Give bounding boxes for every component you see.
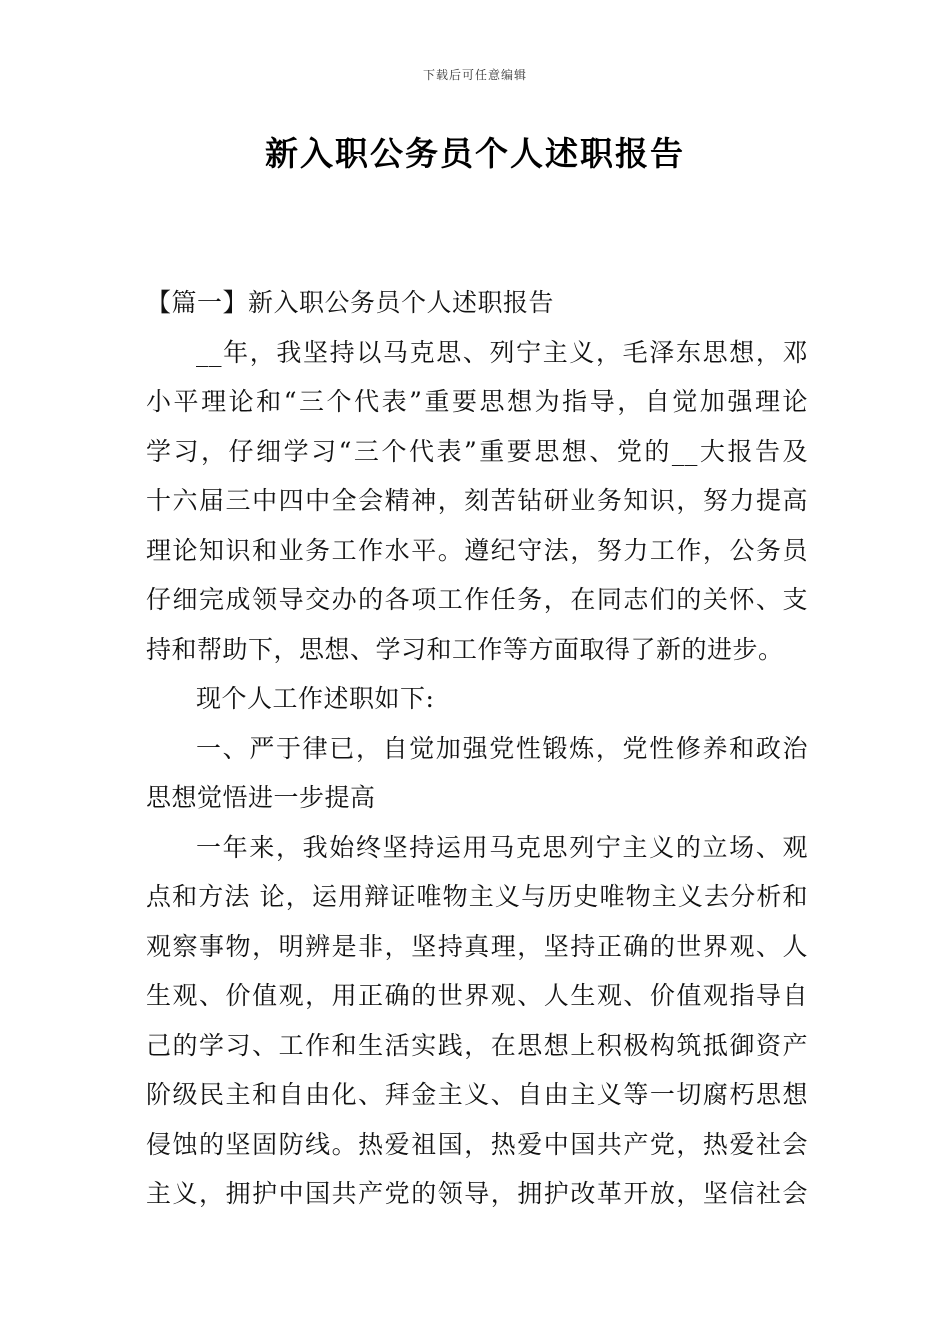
body-line: 仔细完成领导交办的各项工作任务，在同志们的关怀、支 <box>146 585 808 614</box>
body-line: 【篇一】新入职公务员个人述职报告 <box>146 288 555 317</box>
body-line: 一、严于律已，自觉加强党性锻炼，党性修养和政治 <box>196 733 808 763</box>
body-line: 点和方法 论，运用辩证唯物主义与历史唯物主义去分析和 <box>146 882 808 911</box>
document-title: 新入职公务员个人述职报告 <box>265 134 685 173</box>
body-line: 主义，拥护中国共产党的领导，拥护改革开放，坚信社会 <box>146 1179 808 1208</box>
body-line: 己的学习、工作和生活实践，在思想上积极构筑抵御资产 <box>146 1030 808 1060</box>
body-line: 一年来，我始终坚持运用马克思列宁主义的立场、观 <box>196 832 808 862</box>
body-line: 学习，仔细学习“三个代表”重要思想、党的__大报告及 <box>146 436 808 466</box>
body-line: 十六届三中四中全会精神，刻苦钻研业务知识，努力提高 <box>146 486 808 515</box>
body-line: 小平理论和“三个代表”重要思想为指导，自觉加强理论 <box>146 387 808 416</box>
body-line: 思想觉悟进一步提高 <box>146 783 376 812</box>
body-line: 生观、价值观，用正确的世界观、人生观、价值观指导自 <box>146 981 808 1010</box>
body-line: 观察事物，明辨是非，坚持真理，坚持正确的世界观、人 <box>146 931 808 961</box>
body-line: 持和帮助下，思想、学习和工作等方面取得了新的进步。 <box>146 634 784 664</box>
body-line: 侵蚀的坚固防线。热爱祖国，热爱中国共产党，热爱社会 <box>146 1129 808 1159</box>
body-line: 阶级民主和自由化、拜金主义、自由主义等一切腐朽思想 <box>146 1080 808 1109</box>
body-line: 理论知识和业务工作水平。遵纪守法，努力工作，公务员 <box>146 535 808 565</box>
document-body <box>146 278 808 1219</box>
body-line: __年，我坚持以马克思、列宁主义，毛泽东思想，邓 <box>196 337 808 367</box>
header-note: 下载后可任意编辑 <box>422 68 527 82</box>
body-line: 现个人工作述职如下: <box>196 684 435 713</box>
